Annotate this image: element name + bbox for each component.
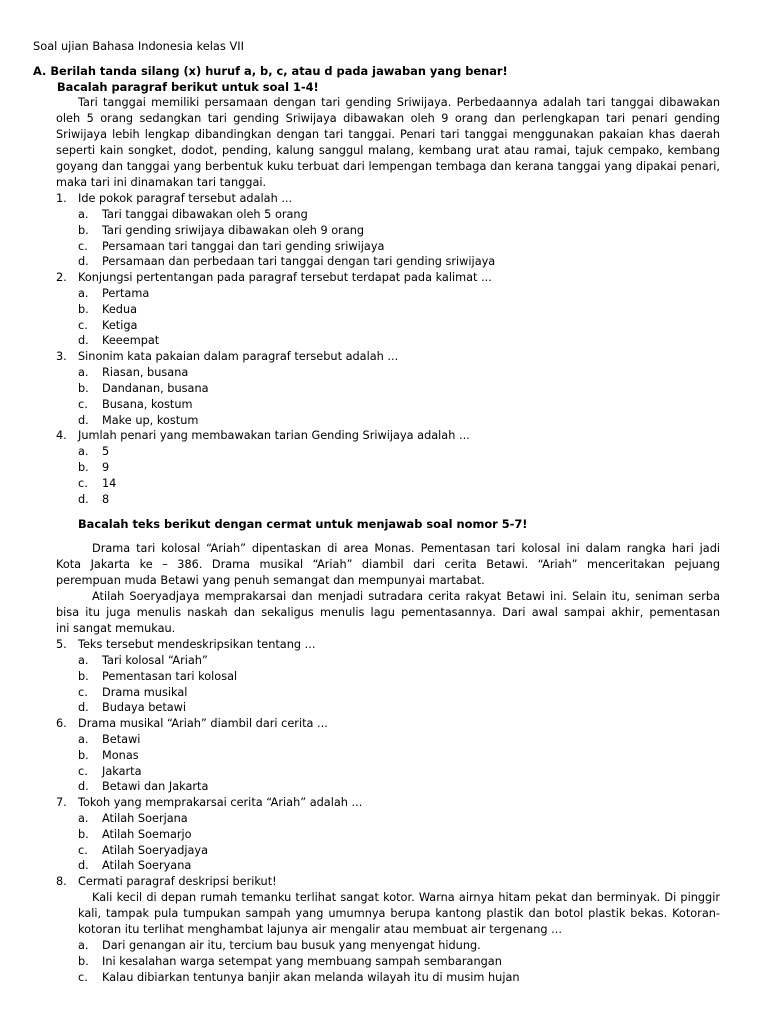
question-number: 4. bbox=[56, 429, 67, 442]
option-letter: c. bbox=[78, 477, 88, 490]
option-7b[interactable] bbox=[78, 827, 192, 843]
option-2b[interactable] bbox=[78, 302, 137, 318]
option-1b[interactable] bbox=[78, 223, 364, 239]
option-letter: d. bbox=[78, 780, 89, 793]
passage-line: seperti kain songket, dodot, pending, kalung sanggul malang, kembang urat atau ramai, tajuk cempako, kembang bbox=[56, 144, 720, 157]
option-6b[interactable] bbox=[78, 748, 139, 764]
option-text: Tari gending sriwijaya dibawakan oleh 9 orang bbox=[102, 224, 365, 237]
option-letter: a. bbox=[78, 654, 89, 667]
option-2c[interactable] bbox=[78, 318, 137, 334]
option-text: Atilah Soemarjo bbox=[102, 828, 192, 841]
option-letter: a. bbox=[78, 445, 89, 458]
option-text: Ini kesalahan warga setempat yang membuang sampah sembarangan bbox=[102, 955, 502, 968]
question-text: Teks tersebut mendeskripsikan tentang ... bbox=[78, 638, 316, 651]
passage1-instruction: Bacalah paragraf berikut untuk soal 1-4! bbox=[57, 80, 319, 94]
option-7d[interactable] bbox=[78, 858, 191, 874]
option-letter: c. bbox=[78, 398, 88, 411]
passage-line: Sriwijaya lebih lengkap dibandingkan dengan tari tanggai. Penari tari tanggai menggunakan pakaian khas daerah bbox=[56, 128, 720, 141]
option-letter: d. bbox=[78, 414, 89, 427]
passage-line: oleh 5 orang sedangkan tari gending Sriwijaya dibawakan oleh 9 orang dan perlengkapan tari penari gending bbox=[56, 112, 720, 125]
option-6a[interactable] bbox=[78, 732, 140, 748]
option-text: Busana, kostum bbox=[102, 398, 193, 411]
option-2a[interactable] bbox=[78, 286, 149, 302]
option-letter: b. bbox=[78, 955, 89, 968]
document-title: Soal ujian Bahasa Indonesia kelas VII bbox=[33, 39, 244, 53]
question-text: Jumlah penari yang membawakan tarian Gending Sriwijaya adalah ... bbox=[78, 429, 470, 442]
passage-line: Drama tari kolosal “Ariah” dipentaskan di area Monas. Pementasan tari kolosal ini dalam rangka hari jadi bbox=[92, 542, 720, 555]
option-text: Pertama bbox=[102, 287, 150, 300]
passage-line: goyang dan tanggai yang berbentuk kuku terbuat dari lempengan tembaga dan kerana tanggai yang dipakai penari, bbox=[56, 160, 720, 173]
question-1 bbox=[56, 191, 292, 207]
section-a-heading: A. Berilah tanda silang (x) huruf a, b, c, atau d pada jawaban yang benar! bbox=[33, 64, 508, 78]
question-number: 3. bbox=[56, 350, 67, 363]
question-number: 6. bbox=[56, 717, 67, 730]
option-text: Kalau dibiarkan tentunya banjir akan melanda wilayah itu di musim hujan bbox=[102, 971, 520, 984]
option-text: Monas bbox=[102, 749, 139, 762]
passage-line: Atilah Soeryadjaya memprakarsai dan menjadi sutradara cerita rakyat Betawi ini. Selain itu, seniman serba bbox=[92, 590, 720, 603]
passage-line: Kota Jakarta ke – 386. Drama musikal “Ariah” diambil dari cerita Betawi. “Ariah” menceritakan pejuang bbox=[56, 558, 720, 571]
option-letter: d. bbox=[78, 701, 89, 714]
option-8a[interactable] bbox=[78, 938, 481, 954]
option-3a[interactable] bbox=[78, 365, 188, 381]
question-5 bbox=[56, 637, 315, 653]
passage-1 bbox=[56, 95, 720, 191]
option-letter: b. bbox=[78, 828, 89, 841]
passage-line: maka tari ini dinamakan tari tanggai. bbox=[56, 176, 267, 189]
option-letter: a. bbox=[78, 208, 89, 221]
option-text: Kedua bbox=[102, 303, 138, 316]
option-2d[interactable] bbox=[78, 333, 159, 349]
option-letter: c. bbox=[78, 971, 88, 984]
option-text: Tari tanggai dibawakan oleh 5 orang bbox=[102, 208, 308, 221]
option-letter: b. bbox=[78, 303, 89, 316]
option-text: 8 bbox=[102, 493, 110, 506]
option-text: Betawi dan Jakarta bbox=[102, 780, 209, 793]
option-7c[interactable] bbox=[78, 843, 208, 859]
question-8 bbox=[56, 874, 277, 890]
option-4a[interactable] bbox=[78, 444, 109, 460]
question-text: Drama musikal “Ariah” diambil dari cerita ... bbox=[78, 717, 328, 730]
option-4d[interactable] bbox=[78, 492, 109, 508]
option-letter: d. bbox=[78, 255, 89, 268]
option-letter: c. bbox=[78, 765, 88, 778]
passage-3 bbox=[78, 890, 720, 938]
question-number: 5. bbox=[56, 638, 67, 651]
question-number: 7. bbox=[56, 796, 67, 809]
option-3d[interactable] bbox=[78, 413, 198, 429]
option-3c[interactable] bbox=[78, 397, 193, 413]
option-3b[interactable] bbox=[78, 381, 209, 397]
option-5d[interactable] bbox=[78, 700, 186, 716]
option-1c[interactable] bbox=[78, 239, 384, 255]
option-text: Atilah Soeryana bbox=[102, 859, 192, 872]
option-letter: d. bbox=[78, 859, 89, 872]
question-text: Tokoh yang memprakarsai cerita “Ariah” adalah ... bbox=[78, 796, 363, 809]
option-8c[interactable] bbox=[78, 970, 520, 986]
option-text: Pementasan tari kolosal bbox=[102, 670, 238, 683]
question-text: Sinonim kata pakaian dalam paragraf tersebut adalah ... bbox=[78, 350, 399, 363]
question-3 bbox=[56, 349, 398, 365]
option-letter: b. bbox=[78, 749, 89, 762]
option-7a[interactable] bbox=[78, 811, 188, 827]
question-2 bbox=[56, 270, 492, 286]
option-5b[interactable] bbox=[78, 669, 237, 685]
passage-line: kotoran itu terlihat menghambat lajunya air mengalir atau membuat air tergenang ... bbox=[78, 923, 562, 936]
question-text: Konjungsi pertentangan pada paragraf tersebut terdapat pada kalimat ... bbox=[78, 271, 492, 284]
option-letter: d. bbox=[78, 334, 89, 347]
option-text: Riasan, busana bbox=[102, 366, 189, 379]
option-text: Drama musikal bbox=[102, 686, 188, 699]
option-letter: a. bbox=[78, 287, 89, 300]
option-text: Budaya betawi bbox=[102, 701, 187, 714]
option-text: Dandanan, busana bbox=[102, 382, 209, 395]
option-letter: a. bbox=[78, 812, 89, 825]
question-number: 2. bbox=[56, 271, 67, 284]
option-text: Ketiga bbox=[102, 319, 138, 332]
passage-line: Tari tanggai memiliki persamaan dengan tari gending Sriwijaya. Perbedaannya adalah tari tanggai dibawakan bbox=[78, 96, 720, 109]
passage-2 bbox=[56, 541, 720, 637]
option-text: Keeempat bbox=[102, 334, 160, 347]
option-letter: a. bbox=[78, 733, 89, 746]
option-text: 14 bbox=[102, 477, 117, 490]
option-text: Atilah Soeryadjaya bbox=[102, 844, 209, 857]
option-text: Persamaan dan perbedaan tari tanggai dengan tari gending sriwijaya bbox=[102, 255, 496, 268]
question-text: Ide pokok paragraf tersebut adalah ... bbox=[78, 192, 293, 205]
option-letter: b. bbox=[78, 382, 89, 395]
option-1a[interactable] bbox=[78, 207, 308, 223]
passage-line: bisa itu juga menulis naskah dan sekaligus menulis lagu pementasannya. Dari awal sampai akhir, pementasan bbox=[56, 606, 720, 619]
question-number: 8. bbox=[56, 875, 67, 888]
option-text: Tari kolosal “Ariah” bbox=[102, 654, 208, 667]
question-4 bbox=[56, 428, 470, 444]
option-letter: c. bbox=[78, 844, 88, 857]
question-text: Cermati paragraf deskripsi berikut! bbox=[78, 875, 277, 888]
passage-line: Kali kecil di depan rumah temanku terlihat sangat kotor. Warna airnya hitam pekat dan berminyak. Di pinggir bbox=[92, 891, 720, 904]
option-letter: a. bbox=[78, 366, 89, 379]
option-text: Persamaan tari tanggai dan tari gending sriwijaya bbox=[102, 240, 385, 253]
option-8b[interactable] bbox=[78, 954, 502, 970]
option-5a[interactable] bbox=[78, 653, 208, 669]
option-letter: c. bbox=[78, 686, 88, 699]
option-letter: c. bbox=[78, 319, 88, 332]
option-6d[interactable] bbox=[78, 779, 208, 795]
passage-line: kali, tampak pula tumpukan sampah yang umumnya berupa kantong plastik dan botol plastik bekas. Kotoran- bbox=[78, 907, 720, 920]
passage2-instruction: Bacalah teks berikut dengan cermat untuk menjawab soal nomor 5-7! bbox=[78, 517, 528, 531]
option-letter: b. bbox=[78, 461, 89, 474]
option-5c[interactable] bbox=[78, 685, 187, 701]
option-text: Atilah Soerjana bbox=[102, 812, 188, 825]
option-letter: c. bbox=[78, 240, 88, 253]
option-text: 9 bbox=[102, 461, 110, 474]
option-1d[interactable] bbox=[78, 254, 495, 270]
option-text: 5 bbox=[102, 445, 110, 458]
option-text: Dari genangan air itu, tercium bau busuk yang menyengat hidung. bbox=[102, 939, 481, 952]
question-number: 1. bbox=[56, 192, 67, 205]
option-letter: d. bbox=[78, 493, 89, 506]
passage-line: perempuan muda Betawi yang penuh semangat dan mempunyai martabat. bbox=[56, 574, 485, 587]
option-letter: b. bbox=[78, 224, 89, 237]
option-letter: a. bbox=[78, 939, 89, 952]
option-text: Make up, kostum bbox=[102, 414, 199, 427]
option-text: Jakarta bbox=[102, 765, 142, 778]
option-text: Betawi bbox=[102, 733, 141, 746]
option-6c[interactable] bbox=[78, 764, 142, 780]
option-4b[interactable] bbox=[78, 460, 109, 476]
question-7 bbox=[56, 795, 362, 811]
option-4c[interactable] bbox=[78, 476, 116, 492]
passage-line: ini sangat memukau. bbox=[56, 622, 176, 635]
question-6 bbox=[56, 716, 328, 732]
option-letter: b. bbox=[78, 670, 89, 683]
